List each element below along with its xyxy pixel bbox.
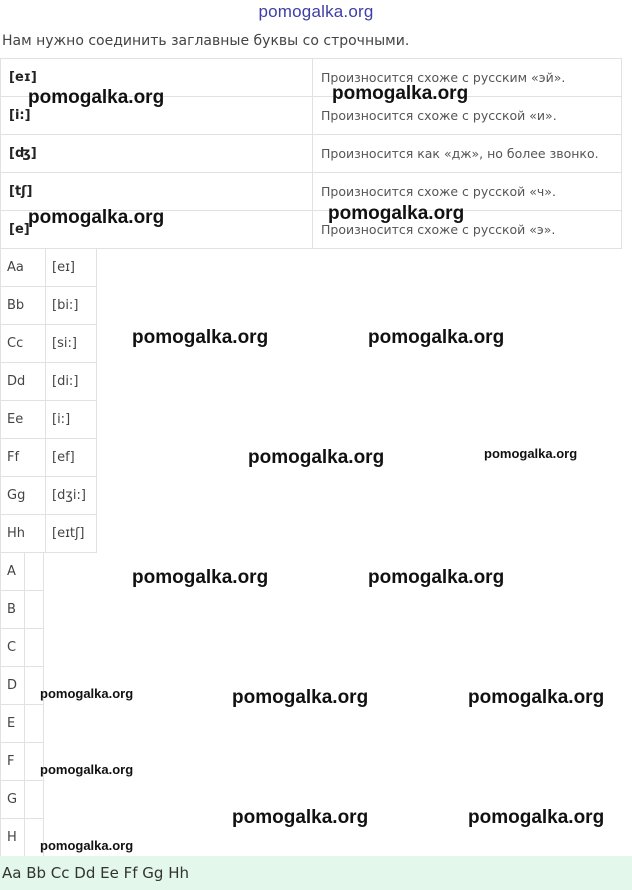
table-row [1,249,97,287]
table-row [1,515,97,553]
pronunciation-description: Произносится как «дж», но более звонко. [313,135,622,173]
letters-transcription-table [0,248,97,553]
table-row [1,401,97,439]
pronunciation-description: Произносится схоже с русским «эй». [313,59,622,97]
watermark: pomogalka.org [232,687,369,708]
capital-letter: G [1,781,25,819]
watermark: pomogalka.org [248,447,385,468]
table-row [1,629,44,667]
capital-letters-table [0,552,44,857]
letter-transcription: [di:] [46,363,97,401]
letter-transcription: [ef] [46,439,97,477]
table-row [1,819,44,857]
empty-answer-cell [25,705,44,743]
empty-answer-cell [25,591,44,629]
table-row [1,477,97,515]
table-row [1,591,44,629]
watermark: pomogalka.org [28,87,165,108]
table-row [1,553,44,591]
empty-answer-cell [25,629,44,667]
watermark: pomogalka.org [40,686,134,701]
pronunciation-description: Произносится схоже с русской «э». [313,211,622,249]
phonetic-symbol: [i:] [1,97,313,135]
watermark: pomogalka.org [28,207,165,228]
pronunciation-description: Произносится схоже с русской «ч». [313,173,622,211]
watermark: pomogalka.org [132,327,269,348]
phonetic-symbol: [e] [1,211,313,249]
empty-answer-cell [25,553,44,591]
letter-pair: Cc [1,325,46,363]
watermark: pomogalka.org [132,567,269,588]
table-row [1,439,97,477]
table-row [1,173,622,211]
capital-letter: A [1,553,25,591]
letter-pair: Ff [1,439,46,477]
table-row [1,135,622,173]
letter-transcription: [dʒi:] [46,477,97,515]
watermark: pomogalka.org [368,327,505,348]
letter-pair: Dd [1,363,46,401]
capital-letter: B [1,591,25,629]
table-row [1,667,44,705]
letter-pair: Bb [1,287,46,325]
watermark: pomogalka.org [468,687,605,708]
watermark: pomogalka.org [40,838,134,853]
table-row [1,363,97,401]
letter-pair: Aa [1,249,46,287]
capital-letter: F [1,743,25,781]
letter-pair: Ee [1,401,46,439]
letter-transcription: [eɪtʃ] [46,515,97,553]
watermark: pomogalka.org [40,762,134,777]
letter-transcription: [eɪ] [46,249,97,287]
site-brand[interactable]: pomogalka.org [258,2,374,21]
letter-transcription: [i:] [46,401,97,439]
capital-letter: H [1,819,25,857]
phonetic-symbol: [eɪ] [1,59,313,97]
table-row [1,743,44,781]
letter-transcription: [bi:] [46,287,97,325]
table-row [1,287,97,325]
watermark: pomogalka.org [232,807,369,828]
watermark: pomogalka.org [368,567,505,588]
phonetic-symbol: [ʤ] [1,135,313,173]
table-row [1,781,44,819]
empty-answer-cell [25,781,44,819]
task-intro: Нам нужно соединить заглавные буквы со строчными. [2,33,410,49]
capital-letter: C [1,629,25,667]
table-row [1,705,44,743]
watermark: pomogalka.org [332,83,469,104]
phonetic-symbol: [tʃ] [1,173,313,211]
watermark: pomogalka.org [328,203,465,224]
answer-band: Aa Bb Cc Dd Ee Ff Gg Hh [0,856,632,890]
capital-letter: E [1,705,25,743]
letter-transcription: [si:] [46,325,97,363]
pronunciation-description: Произносится схоже с русской «и». [313,97,622,135]
table-row [1,325,97,363]
letter-pair: Gg [1,477,46,515]
watermark: pomogalka.org [468,807,605,828]
capital-letter: D [1,667,25,705]
watermark: pomogalka.org [484,446,578,461]
letter-pair: Hh [1,515,46,553]
